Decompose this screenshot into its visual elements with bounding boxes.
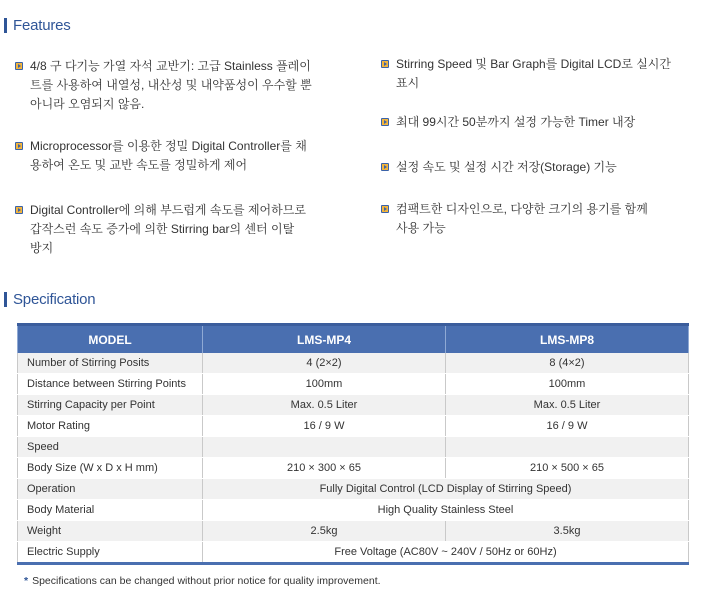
bullet-icon (15, 206, 23, 214)
table-row (18, 542, 689, 564)
feature-item-3: Digital Controller에 의해 부드럽게 속도를 제어하므로 갑작스런 속도 증가에 의한 Stirring bar의 센터 이탈 방지 (15, 201, 345, 258)
header-lms-mp8: LMS-MP8 (446, 325, 689, 354)
cell-mp8: 8 (4×2) (446, 353, 689, 374)
cell-mp4: 16 / 9 W (203, 416, 446, 437)
cell-mp8: 210 × 500 × 65 (446, 458, 689, 479)
cell-both: Free Voltage (AC80V ~ 240V / 50Hz or 60Hz) (203, 542, 689, 564)
cell-both: High Quality Stainless Steel (203, 500, 689, 521)
cell-mp4: 4 (2×2) (203, 353, 446, 374)
header-lms-mp4: LMS-MP4 (203, 325, 446, 354)
row-label: Motor Rating (18, 416, 203, 437)
feature-item-1: 4/8 구 다기능 가열 자석 교반기: 고급 Stainless 플레이 트를 사용하여 내열성, 내산성 및 내약품성이 우수할 뿐 아니라 오염되지 않음. (15, 57, 345, 114)
cell-mp4: 100mm (203, 374, 446, 395)
cell-mp8 (446, 437, 689, 458)
features-title: Features (13, 17, 71, 34)
header-model: MODEL (18, 325, 203, 354)
row-label: Number of Stirring Posits (18, 353, 203, 374)
feature-item-4: Stirring Speed 및 Bar Graph를 Digital LCD로 실시간 표시 (381, 55, 691, 93)
cell-mp8: 100mm (446, 374, 689, 395)
table-row (18, 479, 689, 500)
bullet-icon (15, 142, 23, 150)
table-row (18, 374, 689, 395)
bullet-icon (15, 62, 23, 70)
row-label: Weight (18, 521, 203, 542)
row-label: Distance between Stirring Points (18, 374, 203, 395)
asterisk: * (24, 575, 29, 587)
table-row (18, 500, 689, 521)
cell-mp4: Max. 0.5 Liter (203, 395, 446, 416)
feature-item-2: Microprocessor를 이용한 정밀 Digital Controller를 채 용하여 온도 및 교반 속도를 정밀하게 제어 (15, 137, 345, 175)
spec-table (17, 323, 689, 565)
bullet-icon (381, 163, 389, 171)
footnote-text: Specifications can be changed without prior notice for quality improvement. (32, 575, 381, 587)
table-row (18, 458, 689, 479)
specification-title: Specification (13, 291, 96, 308)
cell-mp4 (203, 437, 446, 458)
row-label: Stirring Capacity per Point (18, 395, 203, 416)
feature-item-5: 최대 99시간 50분까지 설정 가능한 Timer 내장 (381, 113, 691, 132)
footnote (24, 575, 381, 587)
bullet-icon (381, 205, 389, 213)
spec-header-row (18, 325, 689, 354)
features-heading (4, 17, 71, 34)
heading-bar (4, 292, 7, 307)
row-label: Body Material (18, 500, 203, 521)
cell-mp4: 2.5kg (203, 521, 446, 542)
feature-item-7: 컴팩트한 디자인으로, 다양한 크기의 용기를 함께 사용 가능 (381, 200, 691, 238)
row-label: Body Size (W x D x H mm) (18, 458, 203, 479)
row-label: Operation (18, 479, 203, 500)
table-row (18, 416, 689, 437)
table-row (18, 353, 689, 374)
row-label: Electric Supply (18, 542, 203, 564)
cell-mp4: 210 × 300 × 65 (203, 458, 446, 479)
cell-mp8: Max. 0.5 Liter (446, 395, 689, 416)
cell-mp8: 16 / 9 W (446, 416, 689, 437)
cell-both: Fully Digital Control (LCD Display of Stirring Speed) (203, 479, 689, 500)
table-row (18, 437, 689, 458)
table-row (18, 395, 689, 416)
bullet-icon (381, 60, 389, 68)
heading-bar (4, 18, 7, 33)
feature-item-6: 설정 속도 및 설정 시간 저장(Storage) 기능 (381, 158, 691, 177)
cell-mp8: 3.5kg (446, 521, 689, 542)
specification-heading (4, 291, 95, 308)
row-label: Speed (18, 437, 203, 458)
bullet-icon (381, 118, 389, 126)
table-row (18, 521, 689, 542)
